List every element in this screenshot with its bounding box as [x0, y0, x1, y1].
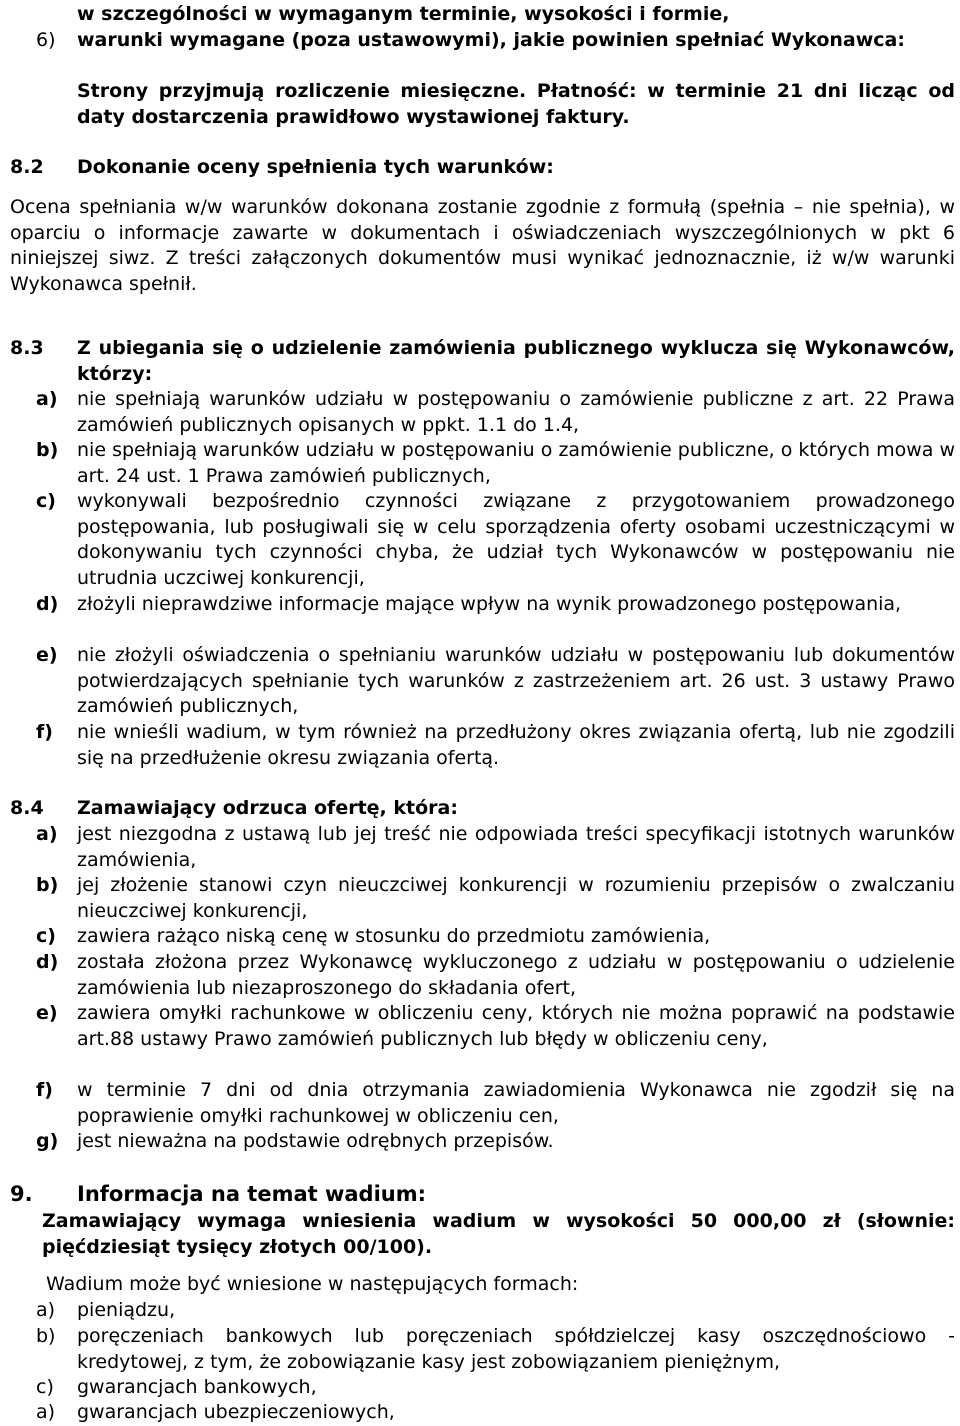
item-label: c)	[36, 925, 56, 947]
section-8-2-body: Ocena spełniania w/w warunków dokonana zostanie zgodnie z formułą (spełnia – nie spełnia), w oparciu o informacje zawarte w dokumentach i oświadczeniach wyszczególnionych w pkt 6 niniejszej siwz. Z treści załączonych dokumentów musi wynikać jednoznacznie, iż w/w warunki Wykonawca spełnił.	[10, 196, 955, 295]
section-heading: Z ubiegania się o udzielenie zamówienia publicznego wyklucza się Wykonawców, którzy:	[77, 337, 955, 385]
item-label: g)	[36, 1130, 59, 1152]
item-label: a)	[36, 1299, 56, 1321]
section-heading: Informacja na temat wadium:	[77, 1182, 427, 1206]
section-heading: Zamawiający odrzuca ofertę, która:	[77, 797, 458, 819]
section-number: 8.3	[10, 337, 44, 359]
item-text: poręczeniach bankowych lub poręczeniach spółdzielczej kasy oszczędnościowo - kredytowej, z tym, że zobowiązanie kasy jest zobowiązaniem pieniężnym,	[77, 1325, 955, 1373]
item-label: e)	[36, 1002, 58, 1024]
item-label: b)	[36, 874, 59, 896]
item-label: c)	[36, 1376, 54, 1398]
item-text: nie wnieśli wadium, w tym również na przedłużony okres związania ofertą, lub nie zgodzili się na przedłużenie okresu związania ofertą.	[77, 721, 955, 769]
section-heading: Dokonanie oceny spełnienia tych warunków:	[77, 156, 554, 178]
section-number: 8.4	[10, 797, 44, 819]
item-text: w terminie 7 dni od dnia otrzymania zawiadomienia Wykonawca nie zgodził się na poprawienie omyłki rachunkowej w obliczeniu cen,	[77, 1079, 955, 1127]
intro-detail: Strony przyjmują rozliczenie miesięczne. Płatność: w terminie 21 dni licząc od daty dostarczenia prawidłowo wystawionej faktury.	[77, 80, 955, 128]
wadium-amount: Zamawiający wymaga wniesienia wadium w wysokości 50 000,00 zł (słownie: pięćdziesiąt tysięcy złotych 00/100).	[42, 1210, 955, 1258]
item-label: b)	[36, 439, 59, 461]
item-label: f)	[36, 1079, 53, 1101]
item-label: e)	[36, 644, 58, 666]
item-label: d)	[36, 951, 59, 973]
item-text: gwarancjach bankowych,	[77, 1376, 317, 1398]
item-label: b)	[36, 1325, 56, 1347]
item-label: a)	[36, 388, 58, 410]
section-number: 8.2	[10, 156, 44, 178]
item-text: wykonywali bezpośrednio czynności związane z przygotowaniem prowadzonego postępowania, lub posługiwali się w celu sporządzenia oferty osobami uczestniczącymi w dokonywaniu tych czynności chyba, że udział tych Wykonawców w postępowaniu nie utrudnia uczciwej konkurencji,	[77, 490, 955, 589]
item-text: pieniądzu,	[77, 1299, 176, 1321]
item-label: a)	[36, 1401, 56, 1423]
section-number: 9.	[10, 1182, 33, 1206]
item-text: jest nieważna na podstawie odrębnych przepisów.	[77, 1130, 554, 1152]
item-label: c)	[36, 490, 56, 512]
item-label: a)	[36, 823, 58, 845]
wadium-forms-intro: Wadium może być wniesione w następujących formach:	[46, 1273, 579, 1295]
item-text: nie spełniają warunków udziału w postępowaniu o zamówienie publiczne z art. 22 Prawa zamówień publicznych opisanych w ppkt. 1.1 do 1.4,	[77, 388, 955, 436]
item-text: złożyli nieprawdziwe informacje mające wpływ na wynik prowadzonego postępowania,	[77, 593, 902, 615]
item-text: warunki wymagane (poza ustawowymi), jakie powinien spełniać Wykonawca:	[77, 29, 905, 51]
item-label: d)	[36, 593, 59, 615]
item-text: zawiera omyłki rachunkowe w obliczeniu ceny, których nie można poprawić na podstawie art.88 ustawy Prawo zamówień publicznych lub błędy w obliczeniu ceny,	[77, 1002, 955, 1050]
item-label: 6)	[36, 29, 56, 51]
item-text: jest niezgodna z ustawą lub jej treść nie odpowiada treści specyfikacji istotnych warunków zamówienia,	[77, 823, 955, 871]
item-label: f)	[36, 721, 53, 743]
item-text: nie złożyli oświadczenia o spełnianiu warunków udziału w postępowaniu lub dokumentów potwierdzających spełnianie tych warunków z zastrzeżeniem art. 26 ust. 3 ustawy Prawo zamówień publicznych,	[77, 644, 955, 717]
intro-line: w szczególności w wymaganym terminie, wysokości i formie,	[77, 3, 730, 25]
item-text: zawiera rażąco niską cenę w stosunku do przedmiotu zamówienia,	[77, 925, 711, 947]
item-text: nie spełniają warunków udziału w postępowaniu o zamówienie publiczne, o których mowa w art. 24 ust. 1 Prawa zamówień publicznych,	[77, 439, 955, 487]
item-text: jej złożenie stanowi czyn nieuczciwej konkurencji w rozumieniu przepisów o zwalczaniu nieuczciwej konkurencji,	[77, 874, 955, 922]
item-text: gwarancjach ubezpieczeniowych,	[77, 1401, 395, 1423]
item-text: została złożona przez Wykonawcę wykluczonego z udziału w postępowaniu o udzielenie zamówienia lub niezaproszonego do składania ofert,	[77, 951, 955, 999]
